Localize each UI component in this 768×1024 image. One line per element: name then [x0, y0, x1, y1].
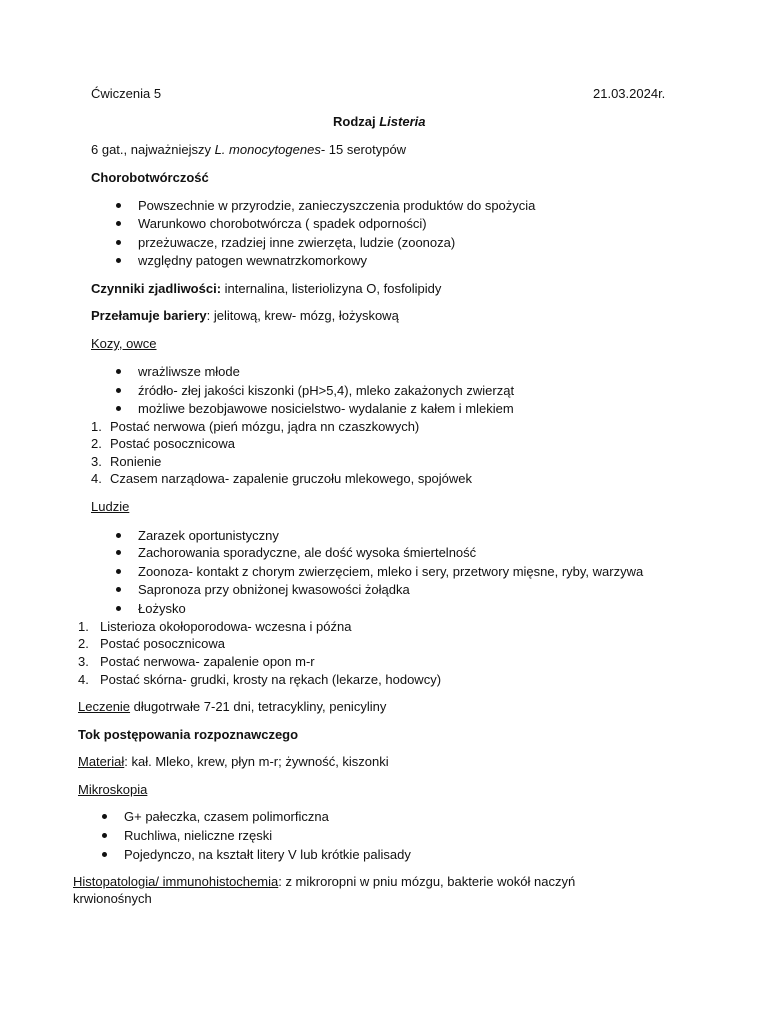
list-item: przeżuwacze, rzadziej inne zwierzęta, ludzie (zoonoza): [138, 235, 456, 250]
list-item: Ruchliwa, nieliczne rzęski: [124, 828, 273, 843]
microscopy-heading: Mikroskopia: [78, 782, 148, 797]
list-item: Pojedynczo, na kształt litery V lub krótkie palisady: [124, 847, 411, 862]
list-item: Postać posocznicowa: [110, 436, 236, 451]
list-item: Postać nerwowa- zapalenie opon m-r: [100, 654, 315, 669]
list-number: 3.: [78, 654, 89, 669]
list-item: wrażliwsze młode: [138, 364, 240, 379]
list-item: możliwe bezobjawowe nosicielstwo- wydalanie z kałem i mlekiem: [138, 401, 514, 416]
intro-species: L. monocytogenes: [214, 142, 321, 157]
list-item: Ronienie: [110, 454, 162, 469]
histo-text: : z mikroropni w pniu mózgu, bakterie wokół naczyń: [278, 874, 576, 889]
virulence-text: internalina, listeriolizyna O, fosfolipidy: [221, 281, 442, 296]
list-item: Listerioza okołoporodowa- wczesna i późna: [100, 619, 352, 634]
treatment-line: [78, 698, 386, 716]
title-prefix: Rodzaj: [333, 114, 380, 129]
list-item: Postać nerwowa (pień mózgu, jądra nn czaszkowych): [110, 419, 420, 434]
intro-c: - 15 serotypów: [320, 142, 407, 157]
exercise-label: Ćwiczenia 5: [91, 86, 162, 101]
pathogenicity-heading: Chorobotwórczość: [91, 170, 209, 185]
list-item: Warunkowo chorobotwórcza ( spadek odporności): [138, 216, 427, 231]
title-genus: Listeria: [379, 114, 426, 129]
treatment-text: długotrwałe 7-21 dni, tetracykliny, penicyliny: [130, 699, 387, 714]
bullet-icon: [116, 203, 121, 208]
list-item: Postać skórna- grudki, krosty na rękach (lekarze, hodowcy): [100, 672, 442, 687]
list-item: źródło- złej jakości kiszonki (pH>5,4), mleko zakażonych zwierząt: [138, 383, 515, 398]
list-item: Zachorowania sporadyczne, ale dość wysoka śmiertelność: [138, 545, 477, 560]
humans-heading: Ludzie: [91, 499, 130, 514]
list-number: 3.: [91, 454, 102, 469]
list-item: Łożysko: [138, 601, 186, 616]
material-line: [78, 753, 389, 771]
intro-a: 6 gat., najważniejszy: [91, 142, 215, 157]
list-number: 4.: [78, 672, 89, 687]
list-number: 2.: [78, 636, 89, 651]
list-item: Czasem narządowa- zapalenie gruczołu mlekowego, spojówek: [110, 471, 473, 486]
intro-line: [91, 141, 406, 159]
list-item: Sapronoza przy obniżonej kwasowości żołądka: [138, 582, 410, 597]
bullet-icon: [116, 569, 121, 574]
bullet-icon: [102, 852, 107, 857]
list-item: Zarazek oportunistyczny: [138, 528, 279, 543]
material-text: : kał. Mleko, krew, płyn m-r; żywność, kiszonki: [124, 754, 389, 769]
bullet-icon: [116, 587, 121, 592]
list-item: Zoonoza- kontakt z chorym zwierzęciem, mleko i sery, przetwory mięsne, ryby, warzywa: [138, 564, 644, 579]
list-item: Powszechnie w przyrodzie, zanieczyszczenia produktów do spożycia: [138, 198, 536, 213]
bullet-icon: [116, 369, 121, 374]
bullet-icon: [102, 814, 107, 819]
barriers-line: [91, 307, 399, 325]
barriers-label: Przełamuje bariery: [91, 308, 207, 323]
goats-heading: Kozy, owce: [91, 336, 157, 351]
treatment-label: Leczenie: [78, 699, 131, 714]
bullet-icon: [116, 258, 121, 263]
list-number: 4.: [91, 471, 102, 486]
list-number: 1.: [91, 419, 102, 434]
date-label: 21.03.2024r.: [593, 86, 666, 101]
diagnosis-heading: Tok postępowania rozpoznawczego: [78, 727, 299, 742]
histo-line: [73, 873, 575, 891]
bullet-icon: [116, 240, 121, 245]
bullet-icon: [116, 550, 121, 555]
bullet-icon: [116, 221, 121, 226]
list-item: Postać posocznicowa: [100, 636, 226, 651]
histo-continuation: krwionośnych: [73, 891, 152, 906]
virulence-line: [91, 280, 441, 298]
list-item: G+ pałeczka, czasem polimorficzna: [124, 809, 329, 824]
material-label: Materiał: [78, 754, 125, 769]
list-number: 1.: [78, 619, 89, 634]
bullet-icon: [116, 388, 121, 393]
bullet-icon: [116, 533, 121, 538]
list-item: względny patogen wewnatrzkomorkowy: [138, 253, 368, 268]
barriers-text: : jelitową, krew- mózg, łożyskową: [206, 308, 399, 323]
page-title: [333, 113, 425, 131]
histo-label: Histopatologia/ immunohistochemia: [73, 874, 279, 889]
bullet-icon: [116, 406, 121, 411]
virulence-label: Czynniki zjadliwości:: [91, 281, 222, 296]
list-number: 2.: [91, 436, 102, 451]
bullet-icon: [102, 833, 107, 838]
bullet-icon: [116, 606, 121, 611]
